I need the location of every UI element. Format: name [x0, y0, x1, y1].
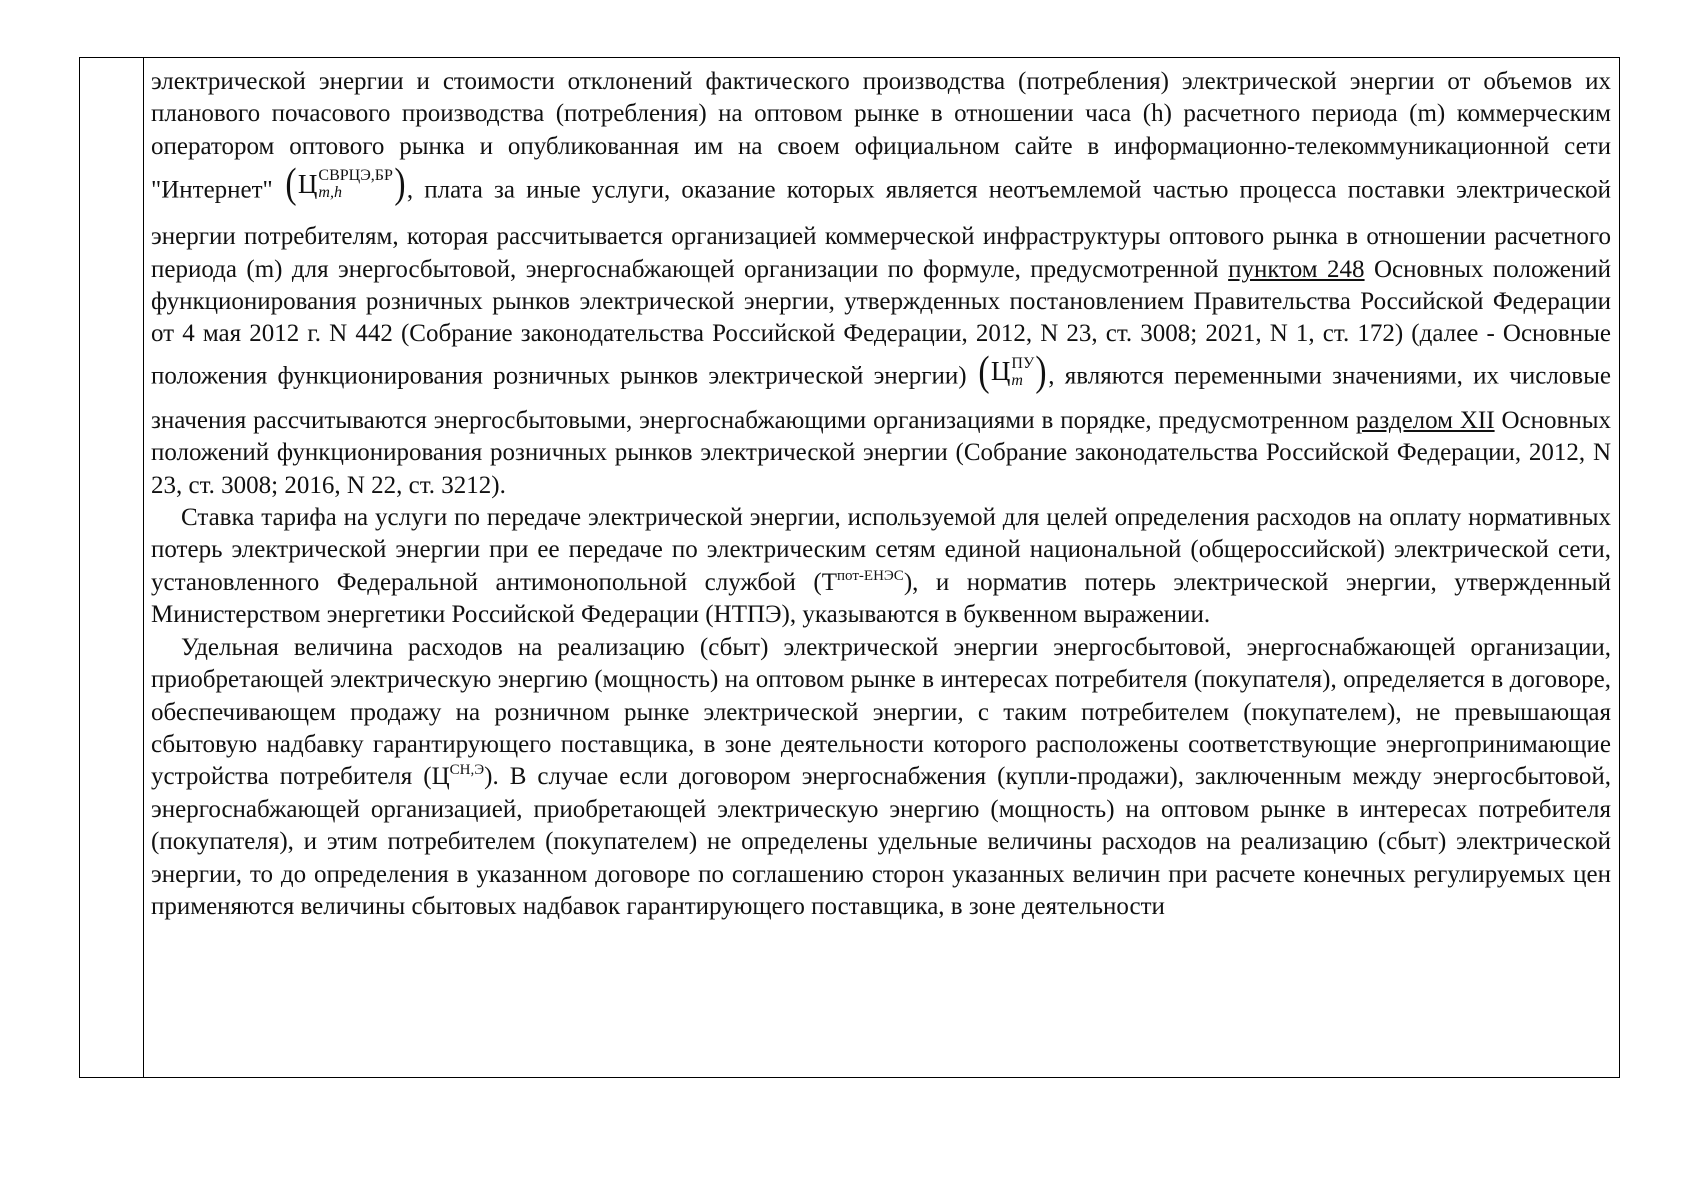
table-text-cell [151, 66, 1611, 923]
superscript-pot-enes: пот-ЕНЭС [837, 567, 904, 584]
paragraph-3: Удельная величина расходов на реализацию (сбыт) электрической энергии энергосбытовой, энергоснабжающей организации, приобретающей электрическую энергию (мощность) на оптовом рынке в интересах потребителя (покупателя), определяется в договоре, обеспечивающем продажу на розничном рынке электрической энергии, с таким потребителем (покупателем), не превышающая сбытовую надбавку гарантирующего поставщика, в зоне деятельности которого расположены соответствующие энергопринимающие устройства потребителя $(Ц^{СН,Э})$. В случае если договором энергоснабжения (купли-продажи), заключенным между энергосбытовой, энергоснабжающей организацией, приобретающей электрическую энергию (мощность) на оптовом рынке в интересах потребителя (покупателя), и этим потребителем (покупателем) не определены удельные величины расходов на реализацию (сбыт) электрической энергии, то до определения в указанном договоре по соглашению сторон указанных величин при расчете конечных регулируемых цен применяются величины сбытовых надбавок гарантирующего поставщика, в зоне деятельности [151, 633, 1611, 920]
link-razdel-xii[interactable]: разделом XII [1355, 406, 1495, 434]
table-left-column [80, 58, 144, 1077]
paragraph-2: Ставка тарифа на услуги по передаче электрической энергии, используемой для целей определения расходов на оплату нормативных потерь электрической энергии при ее передаче по электрическим сетям единой национальной (общероссийской) электрической сети, установленного Федеральной антимонопольной службой $(Т^{пот-ЕНЭС})$, и норматив потерь электрической энергии, утвержденный Министерством энергетики Российской Федерации (НТПЭ), указываются в буквенном выражении. [151, 504, 1611, 629]
paragraph-1: электрической энергии и стоимости отклонений фактического производства (потребления) электрической энергии от объемов их планового почасового производства (потребления) на оптовом рынке в отношении часа (h) расчетного периода (m) коммерческим оператором оптового рынка и опубликованная им на своем официальном сайте в информационно-телекоммуникационной сети "Интернет" (Ц СВРЦЭ,БР m,h ), плата за иные услуги, оказание которых является неотъемлемой частью процесса поставки электрической энергии потребителям, которая рассчитывается организацией коммерческой инфраструктуры оптового рынка в отношении расчетного периода (m) для энергосбытовой, энергоснабжающей организации по формуле, предусмотренной пунктом 248 Основных положений функционирования розничных рынков электрической энергии, утвержденных постановлением Правительства Российской Федерации от 4 мая 2012 г. N 442 (Собрание законодательства Российской Федерации, 2012, N 23, ст. 3008; 2021, N 1, ст. 172) (далее - Основные положения функционирования розничных рынков электрической энергии) (Ц ПУ m ), являются переменными значениями, их числовые значения рассчитываются энергосбытовыми, энергоснабжающими организациями в порядке, предусмотренном разделом XII Основных положений функционирования розничных рынков электрической энергии (Собрание законодательства Российской Федерации, 2012, N 23, ст. 3008; 2016, N 22, ст. 3212). [151, 68, 1612, 499]
superscript-sn-e: СН,Э [449, 762, 485, 779]
table-frame [79, 57, 1620, 1078]
formula-price-pu: (Ц ПУ m ) [978, 348, 1047, 395]
formula-price-svrce-br: (Ц СВРЦЭ,БР m,h ) [285, 161, 406, 208]
link-punkt-248[interactable]: пунктом 248 [1228, 255, 1365, 283]
